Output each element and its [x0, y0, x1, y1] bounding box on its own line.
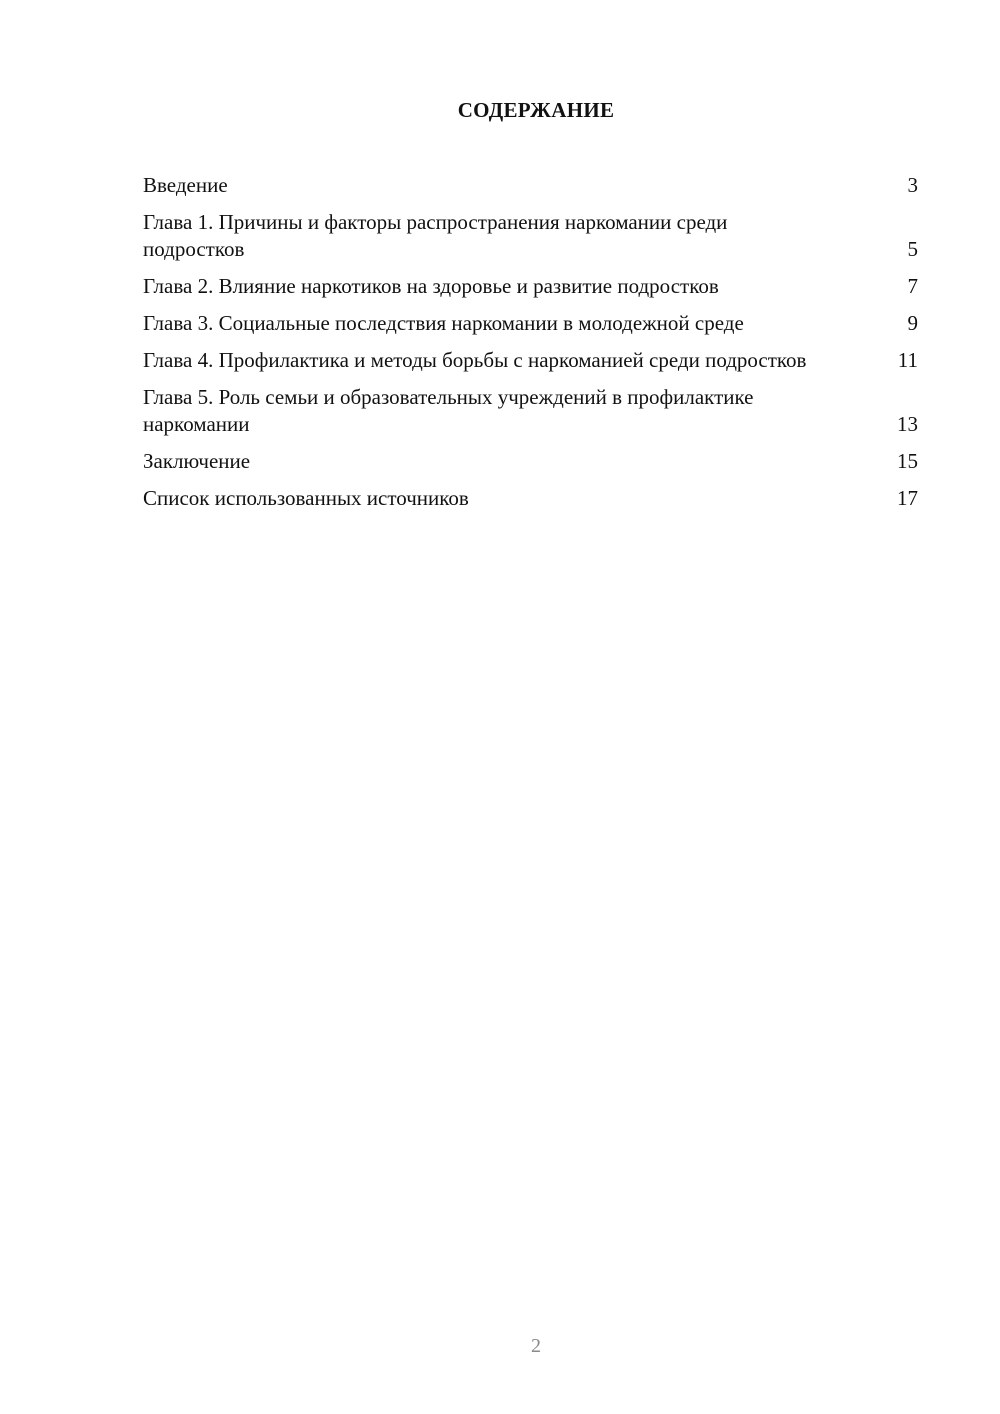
toc-entry-page-number: 11	[897, 348, 918, 372]
toc-entry-page-number: 15	[897, 449, 918, 473]
toc-entry-label: Глава 4. Профилактика и методы борьбы с наркоманией среди подростков	[143, 348, 807, 372]
table-of-contents	[143, 172, 918, 522]
toc-entry-label: Заключение	[143, 449, 251, 473]
toc-entry-label: Список использованных источников	[143, 486, 469, 510]
toc-entry-chapter-4[interactable]	[143, 347, 918, 374]
toc-entry-label: Глава 5. Роль семьи и образовательных учреждений в профилактике наркомании	[143, 385, 754, 436]
toc-entry-page-number: 5	[907, 237, 918, 261]
toc-heading: СОДЕРЖАНИЕ	[457, 98, 615, 122]
toc-entry-references[interactable]	[143, 485, 918, 512]
toc-entry-label: Глава 3. Социальные последствия наркомании в молодежной среде	[143, 311, 744, 335]
toc-entry-page-number: 3	[907, 173, 918, 197]
toc-entry-page-number: 17	[897, 486, 918, 510]
page-number-footer: 2	[531, 1335, 541, 1357]
toc-entry-label: Глава 2. Влияние наркотиков на здоровье и развитие подростков	[143, 274, 719, 298]
toc-entry-page-number: 13	[897, 412, 918, 436]
toc-entry-page-number: 7	[907, 274, 918, 298]
toc-entry-introduction[interactable]	[143, 172, 918, 199]
toc-entry-page-number: 9	[907, 311, 918, 335]
toc-entry-label: Глава 1. Причины и факторы распространения наркомании среди подростков	[143, 210, 728, 261]
toc-entry-chapter-1[interactable]	[143, 209, 918, 263]
toc-entry-chapter-2[interactable]	[143, 273, 918, 300]
toc-entry-chapter-3[interactable]	[143, 310, 918, 337]
toc-entry-conclusion[interactable]	[143, 448, 918, 475]
toc-entry-chapter-5[interactable]	[143, 384, 918, 438]
toc-entry-label: Введение	[143, 173, 228, 197]
